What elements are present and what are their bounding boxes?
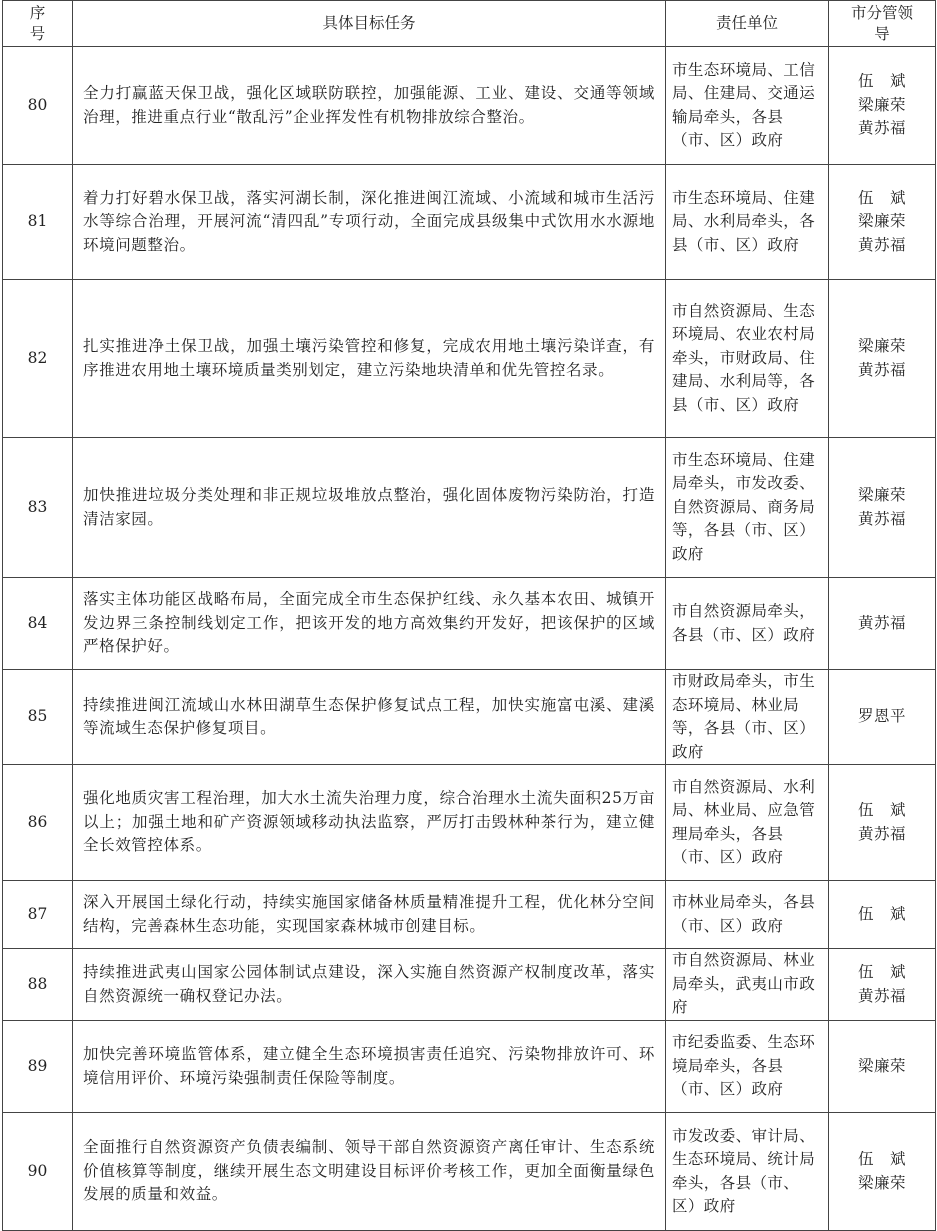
task-description: 全力打赢蓝天保卫战，强化区域联防联控，加强能源、工业、建设、交通等领域治理，推进重点行业“散乱污”企业挥发性有机物排放综合整治。	[73, 47, 666, 165]
responsible-unit: 市自然资源局、林业局牵头，武夷山市政府	[666, 949, 829, 1021]
row-number: 90	[3, 1113, 73, 1231]
leader-name: 罗恩平	[857, 707, 906, 726]
leader-name: 伍 斌	[857, 904, 906, 923]
table-row	[3, 881, 936, 949]
table-row	[3, 670, 936, 765]
row-number: 81	[3, 165, 73, 280]
table-row	[3, 1113, 936, 1231]
leader-name: 梁廉荣	[857, 1173, 906, 1192]
leader-name: 伍 斌	[857, 801, 906, 819]
leader-cell	[829, 670, 936, 765]
table-row	[3, 578, 936, 670]
responsible-unit: 市财政局牵头，市生态环境局、林业局等，各县（市、区）政府	[666, 670, 829, 765]
responsible-unit: 市生态环境局、工信局、住建局、交通运输局牵头，各县（市、区）政府	[666, 47, 829, 165]
task-description: 深入开展国土绿化行动，持续实施国家储备林质量精准提升工程，优化林分空间结构，完善森林生态功能，实现国家森林城市创建目标。	[73, 881, 666, 949]
row-number: 84	[3, 578, 73, 670]
row-number: 87	[3, 881, 73, 949]
header-task: 具体目标任务	[73, 1, 666, 47]
task-description: 加快完善环境监管体系，建立健全生态环境损害责任追究、污染物排放许可、环境信用评价、环境污染强制责任保险等制度。	[73, 1021, 666, 1113]
task-description: 持续推进闽江流域山水林田湖草生态保护修复试点工程，加快实施富屯溪、建溪等流域生态保护修复项目。	[73, 670, 666, 765]
responsible-unit: 市发改委、审计局、生态环境局、统计局牵头，各县（市、区）政府	[666, 1113, 829, 1231]
leader-cell	[829, 165, 936, 280]
row-number: 83	[3, 438, 73, 578]
leader-cell	[829, 1113, 936, 1231]
row-number: 86	[3, 765, 73, 881]
task-description: 全面推行自然资源资产负债表编制、领导干部自然资源资产离任审计、生态系统价值核算等制度，继续开展生态文明建设目标评价考核工作，更加全面衡量绿色发展的质量和效益。	[73, 1113, 666, 1231]
responsible-unit: 市纪委监委、生态环境局牵头，各县（市、区）政府	[666, 1021, 829, 1113]
row-number: 82	[3, 280, 73, 438]
leader-cell	[829, 438, 936, 578]
responsible-unit: 市自然资源局牵头，各县（市、区）政府	[666, 578, 829, 670]
leader-name: 黄苏福	[857, 509, 906, 528]
table-row	[3, 47, 936, 165]
responsible-unit: 市自然资源局、水利局、林业局、应急管理局牵头，各县（市、区）政府	[666, 765, 829, 881]
header-leader: 市分管领导	[829, 1, 936, 47]
leader-cell	[829, 47, 936, 165]
leader-cell	[829, 578, 936, 670]
task-description: 落实主体功能区战略布局，全面完成全市生态保护红线、永久基本农田、城镇开发边界三条控制线划定工作，把该开发的地方高效集约开发好，把该保护的区域严格保护好。	[73, 578, 666, 670]
row-number: 85	[3, 670, 73, 765]
leader-name: 梁廉荣	[857, 1056, 906, 1075]
header-unit: 责任单位	[666, 1, 829, 47]
responsible-unit: 市生态环境局、住建局、水利局牵头，各县（市、区）政府	[666, 165, 829, 280]
task-description: 着力打好碧水保卫战，落实河湖长制，深化推进闽江流域、小流域和城市生活污水等综合治理，开展河流“清四乱”专项行动，全面完成县级集中式饮用水水源地环境问题整治。	[73, 165, 666, 280]
task-description: 持续推进武夷山国家公园体制试点建设，深入实施自然资源产权制度改革，落实自然资源统一确权登记办法。	[73, 949, 666, 1021]
responsible-unit: 市林业局牵头，各县（市、区）政府	[666, 881, 829, 949]
responsible-unit: 市生态环境局、住建局牵头，市发改委、自然资源局、商务局等，各县（市、区）政府	[666, 438, 829, 578]
header-seq: 序号	[3, 1, 73, 47]
leader-cell	[829, 765, 936, 881]
leader-name: 黄苏福	[857, 235, 906, 254]
leader-name: 伍 斌	[857, 188, 906, 207]
leader-name: 黄苏福	[857, 119, 906, 138]
row-number: 89	[3, 1021, 73, 1113]
leader-name: 黄苏福	[857, 360, 906, 379]
table-row	[3, 765, 936, 881]
task-description: 加快推进垃圾分类处理和非正规垃圾堆放点整治，强化固体废物污染防治，打造清洁家园。	[73, 438, 666, 578]
table-row	[3, 280, 936, 438]
row-number: 80	[3, 47, 73, 165]
leader-name: 黄苏福	[857, 824, 906, 843]
leader-name: 梁廉荣	[857, 337, 906, 355]
leader-name: 黄苏福	[857, 613, 906, 632]
leader-cell	[829, 280, 936, 438]
leader-cell	[829, 881, 936, 949]
table-row	[3, 949, 936, 1021]
leader-name: 梁廉荣	[857, 486, 906, 504]
leader-name: 伍 斌	[857, 1150, 906, 1168]
table-row	[3, 165, 936, 280]
leader-name: 伍 斌	[857, 963, 906, 981]
table-row	[3, 438, 936, 578]
header-row	[3, 1, 936, 47]
leader-cell	[829, 1021, 936, 1113]
responsible-unit: 市自然资源局、生态环境局、农业农村局牵头，市财政局、住建局、水利局等，各县（市、区）政府	[666, 280, 829, 438]
task-description: 强化地质灾害工程治理，加大水土流失治理力度，综合治理水土流失面积25万亩以上；加强土地和矿产资源领域移动执法监察，严厉打击毁林种茶行为，建立健全长效管控体系。	[73, 765, 666, 881]
task-table	[2, 0, 936, 1231]
leader-name: 梁廉荣	[857, 212, 906, 231]
task-description: 扎实推进净土保卫战，加强土壤污染管控和修复，完成农用地土壤污染详查，有序推进农用地土壤环境质量类别划定，建立污染地块清单和优先管控名录。	[73, 280, 666, 438]
leader-cell	[829, 949, 936, 1021]
leader-name: 伍 斌	[857, 72, 906, 91]
leader-name: 梁廉荣	[857, 95, 906, 114]
leader-name: 黄苏福	[857, 986, 906, 1005]
row-number: 88	[3, 949, 73, 1021]
table-row	[3, 1021, 936, 1113]
